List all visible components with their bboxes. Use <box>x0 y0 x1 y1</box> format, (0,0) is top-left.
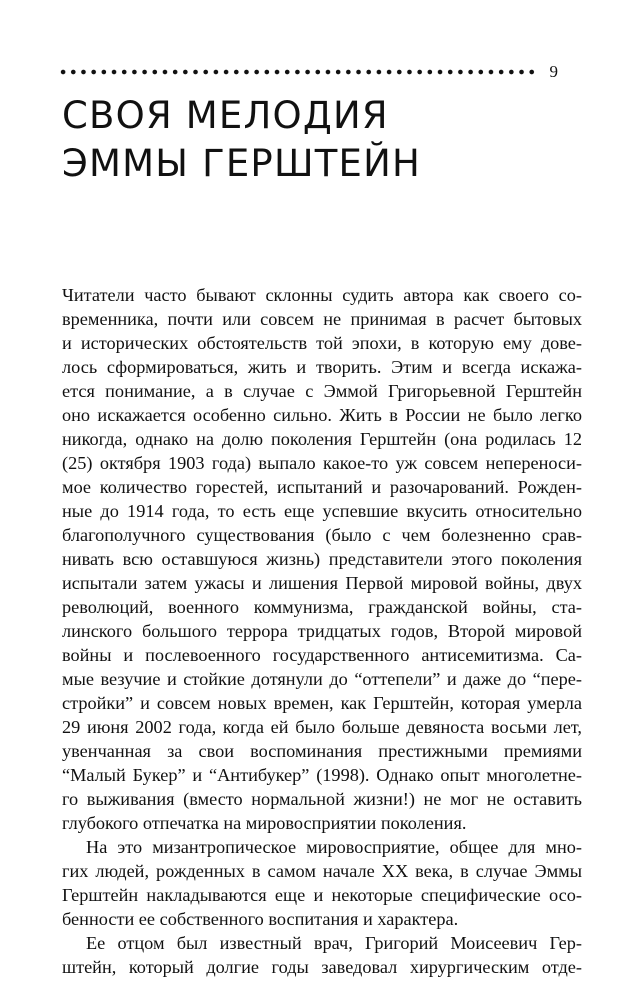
text-line: революций, военного коммунизма, гражданской войны, ста- <box>62 597 582 617</box>
text-line: бенности ее собственного воспитания и характера. <box>62 909 459 929</box>
text-line: мые везучие и стойкие дотянули до “оттепели” и даже до “пере- <box>62 669 582 689</box>
text-line: войны и послевоенного государственного антисемитизма. Са- <box>62 645 582 665</box>
text-line: 29 июня 2002 года, когда ей было больше девяноста восьми лет, <box>62 717 582 737</box>
text-line: На это мизантропическое мировосприятие, общее для мно- <box>86 837 582 857</box>
chapter-title <box>62 92 582 188</box>
text-line: “Малый Букер” и “Антибукер” (1998). Однако опыт многолетне- <box>62 765 582 785</box>
paragraph <box>62 835 582 931</box>
text-line: ные до 1914 года, то есть еще успевшие вкусить относительно <box>62 501 582 521</box>
text-line: линского большого террора тридцатых годов, Второй мировой <box>62 621 582 641</box>
text-line: штейн, который долгие годы заведовал хирургическим отде- <box>62 957 582 977</box>
paragraph <box>62 283 582 835</box>
paragraph <box>62 931 582 979</box>
text-line: мое количество горестей, испытаний и разочарований. Рожден- <box>62 477 582 497</box>
text-line: испытали затем ужасы и лишения Первой мировой войны, двух <box>62 573 582 593</box>
running-header <box>58 62 558 82</box>
dotted-rule <box>58 69 536 75</box>
text-line: временника, почти или совсем не принимая в расчет бытовых <box>62 309 582 329</box>
text-line: и исторических обстоятельств той эпохи, в которую ему дове- <box>62 333 582 353</box>
chapter-title-line-2: ЭММЫ ГЕРШТЕЙН <box>62 142 421 185</box>
body-text <box>62 283 582 979</box>
text-line: гих людей, рожденных в самом начале XX века, в случае Эммы <box>62 861 582 881</box>
text-line: увенчанная за свои воспоминания престижными премиями <box>62 741 582 761</box>
text-line: Герштейн накладываются еще и некоторые специфические осо- <box>62 885 582 905</box>
text-line: (25) октября 1903 года) выпало какое-то уж совсем непереноси- <box>62 453 582 473</box>
page-number: 9 <box>549 62 558 81</box>
text-line: нивать всю оставшуюся жизнь) представители этого поколения <box>62 549 582 569</box>
text-line: го выживания (вместо нормальной жизни!) не мог не оставить <box>62 789 582 809</box>
text-line: оно искажается особенно сильно. Жить в России не было легко <box>62 405 582 425</box>
text-line: стройки” и совсем новых времен, как Герштейн, которая умерла <box>62 693 582 713</box>
chapter-title-line-1: СВОЯ МЕЛОДИЯ <box>62 94 389 137</box>
text-line: никогда, однако на долю поколения Герштейн (она родилась 12 <box>62 429 582 449</box>
text-line: лось сформироваться, жить и творить. Этим и всегда искажа- <box>62 357 582 377</box>
text-line: глубокого отпечатка на мировосприятии поколения. <box>62 813 467 833</box>
text-line: благополучного существования (было с чем болезненно срав- <box>62 525 582 545</box>
text-line: ется понимание, а в случае с Эммой Григорьевной Герштейн <box>62 381 582 401</box>
text-line: Читатели часто бывают склонны судить автора как своего со- <box>62 285 582 305</box>
text-line: Ее отцом был известный врач, Григорий Моисеевич Гер- <box>86 933 582 953</box>
